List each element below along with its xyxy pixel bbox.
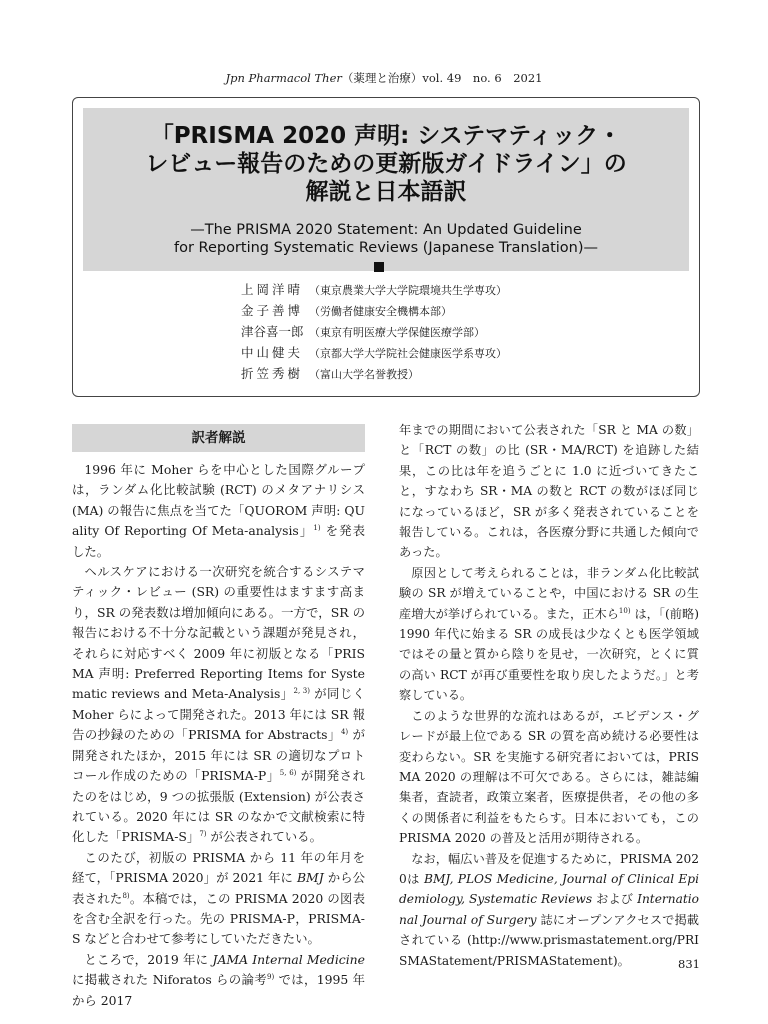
author-affiliation: （東京農業大学大学院環境共生学専攻） (309, 284, 507, 297)
citation: 4) (340, 728, 349, 737)
paragraph-8: なお，幅広い普及を促進するために，PRISMA 2020は BMJ, PLOS Medicine, Journal of Clinical Epidemiology, Systematic Reviews および International Journal of Surgery 誌にオープンアクセスで掲載されている (http://www.prismastatement.org/PRISMAStatement/PRISMAStatement)。 (399, 851, 699, 968)
author-row (241, 364, 661, 385)
paragraph-3: このたび，初版の PRISMA から 11 年の年月を経て，「PRISMA 2020」が 2021 年に BMJ から公表された$^{8)}$。本稿では，この PRISMA 2020 の図表を含む全訳を行った。先の PRISMA-P，PRISMA-S などと合わせて参考にしていただきたい。 (72, 849, 365, 947)
author-row (241, 343, 661, 364)
citation: 10) (618, 606, 631, 615)
paragraph-1: 1996 年に Moher らを中心とした国際グループは，ランダム化比較試験 (RCT) のメタアナリシス (MA) の報告に焦点を当てた「QUOROM 声明: QUality Of Reporting Of Meta-analysis」$^{1)}$ を発表した。 (72, 462, 365, 559)
article-title-ja (83, 122, 689, 206)
citation: 1) (313, 524, 321, 533)
page-number: 831 (678, 957, 700, 971)
title-en-line-2: for Reporting Systematic Reviews (Japanese Translation)— (173, 240, 599, 256)
title-panel (83, 108, 689, 271)
paragraph-4: ところで，2019 年に JAMA Internal Medicine に掲載された Niforatos らの論考$^{9)}$ では，1995 年から 2017 (72, 951, 365, 1008)
author-row (241, 280, 661, 301)
citation: 9) (267, 973, 275, 982)
title-en-line-1: —The PRISMA 2020 Statement: An Updated Guideline (190, 222, 582, 238)
author-name: 金子善博 (241, 303, 304, 318)
journal-header (0, 70, 768, 86)
journal-name: Jpn Pharmacol Ther (225, 71, 342, 85)
square-bullet-icon (374, 262, 384, 272)
author-name: 津谷喜一郎 (241, 324, 304, 339)
author-affiliation: （東京有明医療大学保健医療学部） (309, 326, 485, 339)
author-row (241, 322, 661, 343)
paragraph-5: 年までの期間において公表された「SR と MA の数」と「RCT の数」の比 (SR・MA/RCT) を追跡した結果，この比は年を追うごとに 1.0 に近づいてきたこと，すなわち SR・MA の数と RCT の数がほぼ同じになっているほど，SR が多く発表されていることを報告している。これは，各医療分野に共通した傾向であった。 (399, 423, 699, 560)
paragraph-7: このような世界的な流れはあるが，エビデンス・グレードが最上位である SR の質を高め続ける必要性は変わらない。SR を実施する研究者においては，PRISMA 2020 の理解は不可欠である。さらには，雑誌編集者，査読者，政策立案者，医療提供者，その他の多くの関係者に利益をもたらす。日本においても，この PRISMA 2020 の普及と活用が期待される。 (399, 708, 699, 846)
section-heading: 訳者解説 (72, 424, 365, 452)
title-line-2: レビュー報告のための更新版ガイドライン」の (145, 151, 627, 177)
author-affiliation: （京都大学大学院社会健康医学系専攻） (309, 347, 507, 360)
citation: 2, 3) (293, 687, 310, 696)
title-line-1: 「PRISMA 2020 声明: システマティック・ (150, 123, 622, 149)
title-line-3: 解説と日本語訳 (305, 179, 467, 205)
author-name: 中山健夫 (241, 345, 304, 360)
author-name: 上岡洋晴 (241, 282, 304, 297)
author-row (241, 301, 661, 322)
author-name: 折笠秀樹 (241, 366, 304, 381)
citation: 7) (199, 830, 207, 839)
right-column (399, 420, 699, 971)
left-column (72, 424, 365, 1011)
author-affiliation: （富山大学名誉教授） (309, 368, 419, 381)
journal-issue: （薬理と治療）vol. 49 no. 6 2021 (341, 71, 543, 85)
article-title-en (83, 221, 689, 257)
citation: 8) (122, 891, 130, 900)
author-affiliation: （労働者健康安全機構本部） (309, 305, 452, 318)
author-list (241, 280, 661, 385)
citation: 5, 6) (279, 768, 297, 777)
paragraph-6: 原因として考えられることは，非ランダム化比較試験の SR が増えていることや，中国における SR の生産増大が挙げられている。また，正木ら$^{10)}$ は，「(前略) 1990 年代に始まる SR の成長は少なくとも医学領域ではその量と質から陰りを見せ，一次研究，とくに質の高い RCT が再び重要性を取り戻したようだ。」と考察している。 (399, 565, 699, 703)
paragraph-2: ヘルスケアにおける一次研究を統合するシステマティック・レビュー (SR) の重要性はますます高まり，SR の発表数は増加傾向にある。一方で，SR の報告における不十分な記載という課題が発見され，それらに対応すべく 2009 年に初版となる「PRISMA 声明: Preferred Reporting Items for Systematic reviews and Meta-Analysis」$^{2, 3)}$ が同じく Moher らによって開発された。2013 年には SR 報告の抄録のための「PRISMA for Abstracts」$^{4)}$ が開発されたほか，2015 年には SR の適切なプロトコール作成のための「PRISMA-P」$^{5, 6)}$ が開発されたのをはじめ，9 つの拡張版 (Extension) が公表されている。2020 年には SR のなかで文献検索に特化した「PRISMA-S」$^{7)}$ が公表されている。 (72, 564, 365, 845)
title-box (72, 97, 700, 397)
